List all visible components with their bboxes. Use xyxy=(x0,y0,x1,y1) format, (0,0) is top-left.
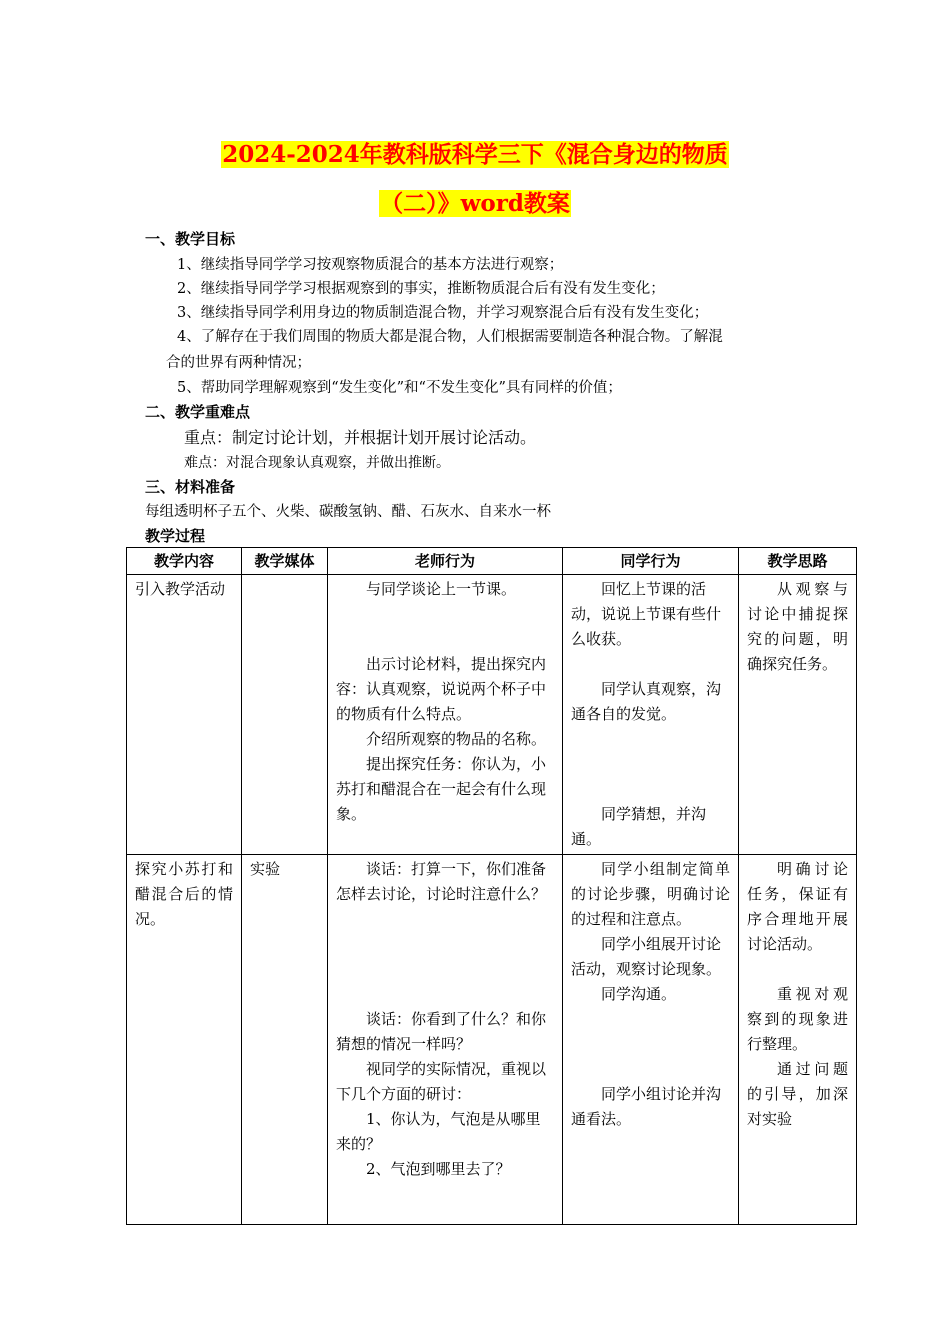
row2-teacher-para: 2、气泡到哪里去了？ xyxy=(366,1160,511,1178)
lesson-process-table xyxy=(126,547,857,1225)
header-content: 教学内容 xyxy=(127,548,242,575)
row2-thinking-para: 通过问题的引导，加深对实验 xyxy=(747,1060,848,1128)
goal-item: 1、继续指导同学学习按观察物质混合的基本方法进行观察； xyxy=(177,257,564,273)
row1-teacher-para: 出示讨论材料，提出探究内容：认真观察，说说两个杯子中的物质有什么特点。 xyxy=(336,655,547,723)
section-heading-process: 教学过程 xyxy=(145,527,206,545)
row1-teacher-para: 提出探究任务：你认为，小苏打和醋混合在一起会有什么现象。 xyxy=(336,755,547,823)
row2-student-para: 同学小组讨论并沟通看法。 xyxy=(571,1085,722,1128)
row1-student-para: 同学猜想，并沟通。 xyxy=(571,805,707,848)
section-heading-goals: 一、教学目标 xyxy=(145,230,236,248)
row2-student-para: 同学小组展开讨论活动，观察讨论现象。 xyxy=(571,935,722,978)
document-title-line-1: 2024-2024年教科版科学三下《混合身边的物质 xyxy=(222,141,728,168)
row2-student-para: 同学沟通。 xyxy=(601,985,677,1003)
goal-item: 2、继续指导同学学习根据观察到的事实，推断物质混合后有没有发生变化； xyxy=(177,281,665,297)
row1-student-para: 回忆上节课的活动，说说上节课有些什么收获。 xyxy=(571,580,722,648)
row2-teacher-para: 谈话：你看到了什么？和你猜想的情况一样吗？ xyxy=(336,1010,547,1053)
row2-content: 探究小苏打和醋混合后的情况。 xyxy=(135,860,233,928)
table-row xyxy=(127,855,857,1225)
goal-item: 4、了解存在于我们周围的物质大都是混合物，人们根据需要制造各种混合物。了解混 xyxy=(177,329,723,345)
header-teacher: 老师行为 xyxy=(328,548,563,575)
section-heading-key-points: 二、教学重难点 xyxy=(145,403,251,421)
header-media: 教学媒体 xyxy=(242,548,328,575)
row2-thinking-para: 重视对观察到的现象进行整理。 xyxy=(747,985,848,1053)
row2-teacher-para: 视同学的实际情况，重视以下几个方面的研讨： xyxy=(336,1060,547,1103)
key-focus-text: 重点：制定讨论计划，并根据计划开展讨论活动。 xyxy=(184,428,537,447)
document-title-line-2: （二）》word教案 xyxy=(380,190,570,217)
row2-thinking-para: 明确讨论任务，保证有序合理地开展讨论活动。 xyxy=(747,860,848,953)
key-difficulty-text: 难点：对混合现象认真观察，并做出推断。 xyxy=(184,455,450,471)
table-row xyxy=(127,575,857,855)
row2-media: 实验 xyxy=(242,855,328,1225)
goal-item: 3、继续指导同学利用身边的物质制造混合物，并学习观察混合后有没有发生变化； xyxy=(177,305,709,321)
table-header-row xyxy=(127,548,857,575)
row1-teacher-para: 介绍所观察的物品的名称。 xyxy=(366,730,547,748)
row1-media xyxy=(242,575,328,855)
row2-student-para: 同学小组制定简单的讨论步骤，明确讨论的过程和注意点。 xyxy=(571,860,730,928)
row1-teacher-para: 与同学谈论上一节课。 xyxy=(366,580,517,598)
section-heading-materials: 三、材料准备 xyxy=(145,478,236,496)
row1-content: 引入教学活动 xyxy=(135,580,226,598)
row1-student-para: 同学认真观察，沟通各自的发觉。 xyxy=(571,680,722,723)
row1-thinking: 从观察与讨论中捕捉探究的问题，明确探究任务。 xyxy=(747,580,848,673)
goal-item: 合的世界有两种情况； xyxy=(166,355,311,371)
header-student: 同学行为 xyxy=(563,548,739,575)
header-thinking: 教学思路 xyxy=(739,548,857,575)
row2-teacher-para: 1、你认为，气泡是从哪里来的？ xyxy=(336,1110,541,1153)
goal-item: 5、帮助同学理解观察到“发生变化”和“不发生变化”具有同样的价值； xyxy=(177,380,622,396)
row2-teacher-para: 谈话：打算一下，你们准备怎样去讨论，讨论时注意什么？ xyxy=(336,860,547,903)
materials-text: 每组透明杯子五个、火柴、碳酸氢钠、醋、石灰水、自来水一杯 xyxy=(145,504,551,520)
